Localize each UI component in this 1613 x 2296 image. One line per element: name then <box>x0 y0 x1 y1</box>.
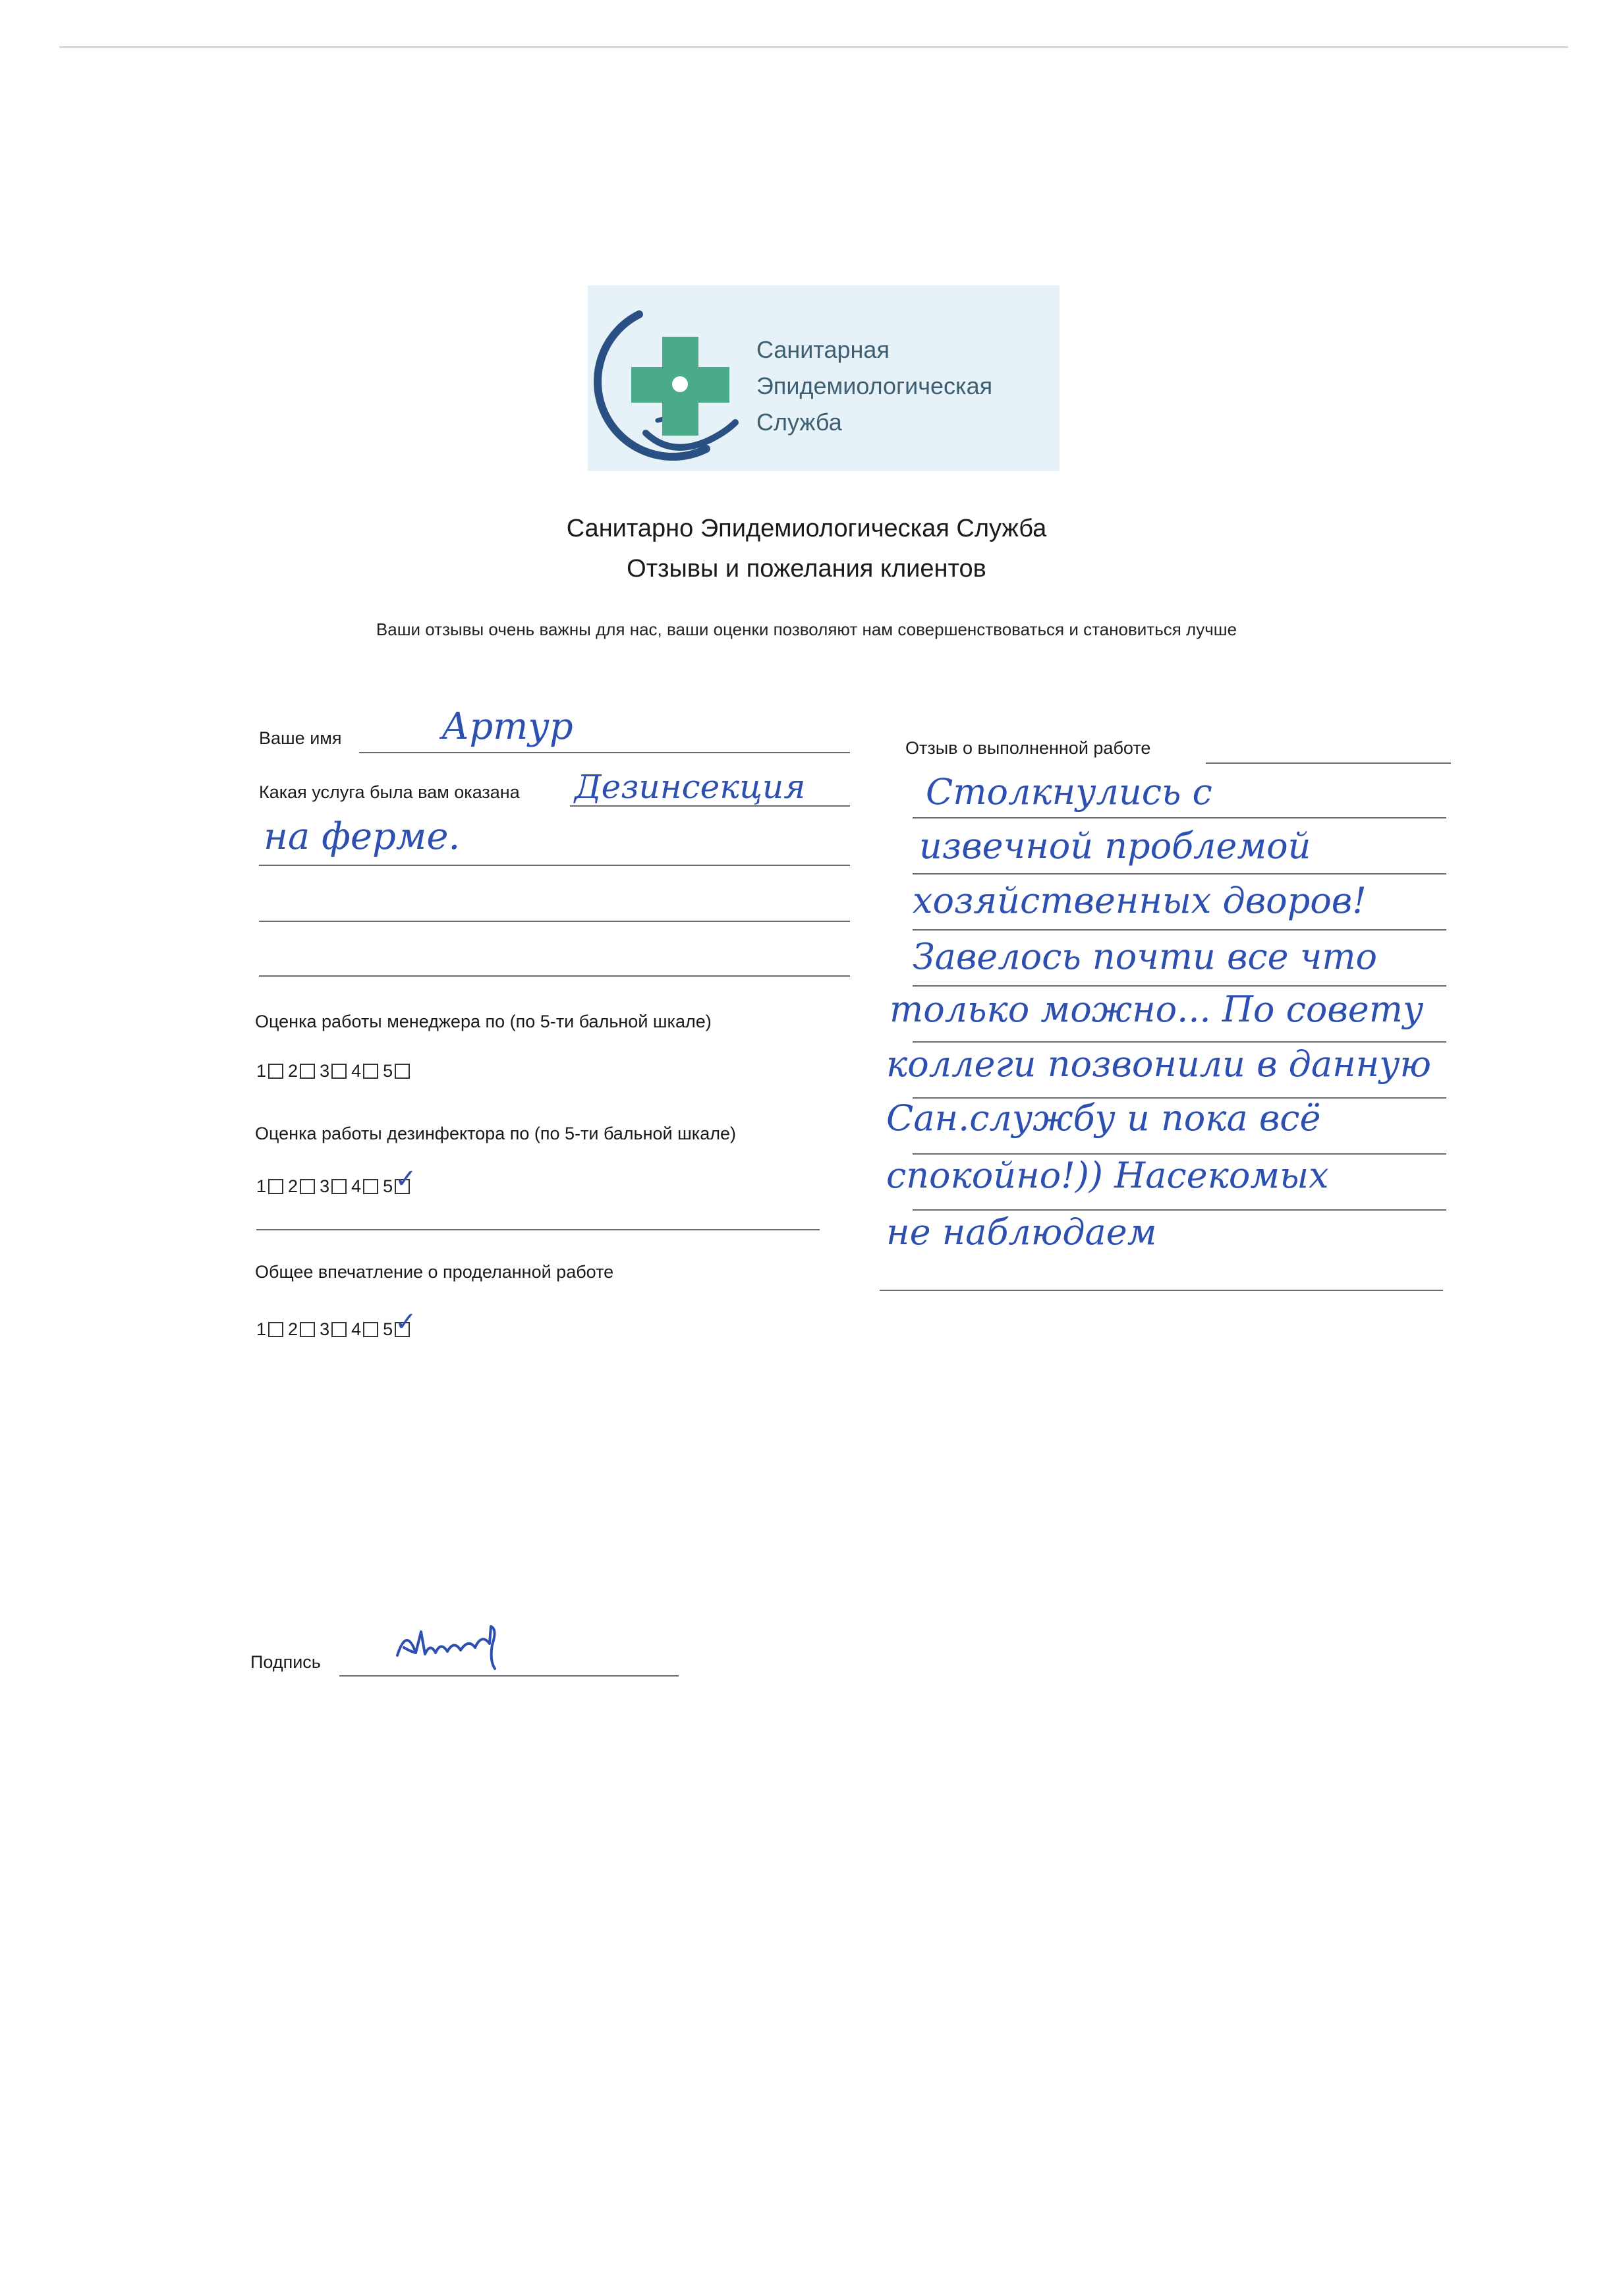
review-line <box>1206 762 1451 764</box>
rating-checkbox-2[interactable] <box>300 1179 315 1194</box>
rating-checkbox-5[interactable] <box>395 1164 417 1194</box>
review-text-line[interactable]: Завелось почти все что <box>913 936 1378 977</box>
name-label: Ваше имя <box>259 728 342 748</box>
review-text-line[interactable]: Столкнулись с <box>926 771 1212 813</box>
service-value[interactable]: Дезинсекция <box>575 768 806 806</box>
signature-label: Подпись <box>250 1652 321 1672</box>
rating-checkbox-4[interactable] <box>363 1322 378 1337</box>
rating-number: 5 <box>383 1176 393 1196</box>
logo-line: Служба <box>756 409 842 436</box>
rating-checkbox-1[interactable] <box>268 1322 283 1337</box>
manager-rating-scale <box>256 1061 414 1081</box>
disinfector-rating-label: Оценка работы дезинфектора по (по 5-ти бальной шкале) <box>255 1124 736 1143</box>
rating-number: 2 <box>288 1319 298 1339</box>
service-value-continued[interactable]: на ферме. <box>264 815 461 858</box>
review-text-line[interactable]: только можно... По совету <box>890 989 1424 1030</box>
signature-image <box>392 1615 524 1680</box>
rating-number: 4 <box>351 1319 362 1339</box>
rating-checkbox-2[interactable] <box>300 1322 315 1337</box>
review-text-line[interactable]: спокойно!)) Насекомых <box>886 1155 1329 1196</box>
rating-checkbox-1[interactable] <box>268 1064 283 1079</box>
service-line-3 <box>259 921 850 922</box>
overall-rating-label: Общее впечатление о проделанной работе <box>255 1262 614 1282</box>
review-line <box>913 985 1446 987</box>
page-subtitle: Отзывы и пожелания клиентов <box>627 555 986 583</box>
rating-number: 3 <box>320 1061 330 1081</box>
service-line-4 <box>259 975 850 977</box>
rating-checkbox-3[interactable] <box>331 1322 347 1337</box>
logo-line: Эпидемиологическая <box>756 372 993 399</box>
rating-checkbox-5[interactable] <box>395 1307 417 1337</box>
review-text-line[interactable]: коллеги позвонили в данную <box>886 1043 1432 1085</box>
manager-rating-label: Оценка работы менеджера по (по 5-ти бальной шкале) <box>255 1012 712 1031</box>
rating-number: 2 <box>288 1061 298 1081</box>
review-label: Отзыв о выполненной работе <box>905 738 1151 758</box>
overall-rating-scale <box>256 1307 417 1340</box>
rating-number: 3 <box>320 1319 330 1339</box>
rating-number: 4 <box>351 1176 362 1196</box>
logo <box>588 285 1060 471</box>
review-line <box>880 1290 1443 1291</box>
review-line <box>913 1209 1446 1211</box>
rating-number: 3 <box>320 1176 330 1196</box>
name-value[interactable]: Артур <box>441 705 573 748</box>
divider-line <box>256 1229 820 1230</box>
service-line-2 <box>259 865 850 866</box>
rating-checkbox-1[interactable] <box>268 1179 283 1194</box>
rating-checkbox-2[interactable] <box>300 1064 315 1079</box>
rating-number: 1 <box>256 1061 267 1081</box>
review-line <box>913 1041 1446 1043</box>
rating-number: 2 <box>288 1176 298 1196</box>
review-text-line[interactable]: хозяйственных дворов! <box>913 880 1367 921</box>
review-line <box>913 929 1446 931</box>
rating-number: 4 <box>351 1061 362 1081</box>
name-line <box>359 752 850 753</box>
review-line <box>913 873 1446 875</box>
rating-number: 1 <box>256 1176 267 1196</box>
review-text-line[interactable]: не наблюдаем <box>886 1211 1157 1253</box>
check-mark-icon: ✓ <box>395 1307 417 1337</box>
review-text-line[interactable]: Сан.службу и пока всё <box>886 1097 1321 1139</box>
logo-text <box>756 331 992 440</box>
disinfector-rating-scale <box>256 1164 417 1197</box>
review-text-line[interactable]: извечной проблемой <box>919 825 1311 867</box>
rating-checkbox-4[interactable] <box>363 1179 378 1194</box>
rating-checkbox-4[interactable] <box>363 1064 378 1079</box>
scan-top-edge <box>59 46 1568 48</box>
service-label: Какая услуга была вам оказана <box>259 782 520 802</box>
rating-number: 5 <box>383 1061 393 1081</box>
page-title: Санитарно Эпидемиологическая Служба <box>566 515 1047 542</box>
rating-checkbox-5[interactable] <box>395 1064 410 1079</box>
review-line <box>913 817 1446 818</box>
logo-line: Санитарная <box>756 336 890 363</box>
rating-checkbox-3[interactable] <box>331 1179 347 1194</box>
intro-text: Ваши отзывы очень важны для нас, ваши оценки позволяют нам совершенствоваться и становиться лучше <box>376 619 1237 639</box>
check-mark-icon: ✓ <box>395 1164 417 1194</box>
rating-number: 1 <box>256 1319 267 1339</box>
rating-checkbox-3[interactable] <box>331 1064 347 1079</box>
rating-number: 5 <box>383 1319 393 1339</box>
